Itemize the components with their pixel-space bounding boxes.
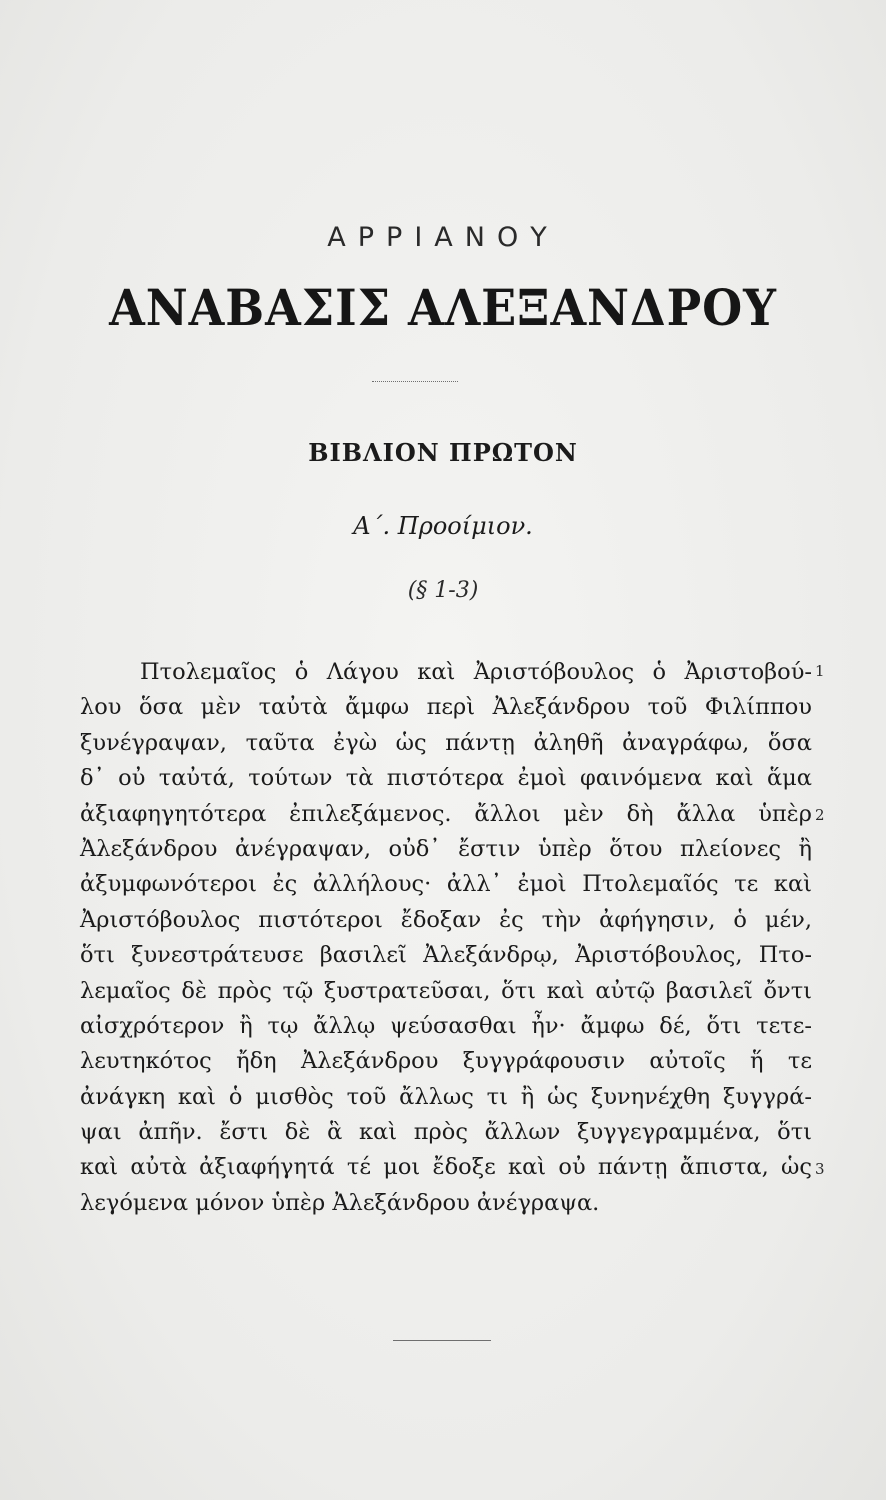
margin-number: 1 (815, 662, 825, 680)
text-line: Ἀλεξάνδρου ἀνέγραψαν, οὐδ᾽ ἔστιν ὑπὲρ ὅτου πλείονες ἢ (80, 835, 812, 862)
title-divider (372, 381, 458, 382)
text-line: ἀνάγκη καὶ ὁ μισθὸς τοῦ ἄλλως τι ἢ ὡς ξυνηνέχθη ξυγγρά- (80, 1083, 812, 1110)
author-heading: ΑΡΡΙΑΝΟΥ (327, 222, 559, 253)
text-line: λεμαῖος δὲ πρὸς τῷ ξυστρατεῦσαι, ὅτι καὶ αὐτῷ βασιλεῖ ὄντι (80, 977, 812, 1004)
text-line: δ᾽ οὐ ταὐτά, τούτων τὰ πιστότερα ἐμοὶ φαινόμενα καὶ ἅμα (80, 765, 812, 792)
text-line: λευτηκότος ἤδη Ἀλεξάνδρου ξυγγράφουσιν αὐτοῖς ἥ τε (80, 1048, 812, 1075)
work-title: ΑΝΑΒΑΣΙΣ ΑΛΕΞΑΝΔΡΟΥ (109, 278, 777, 337)
text-line: Πτολεμαῖος ὁ Λάγου καὶ Ἀριστόβουλος ὁ Ἀριστοβού- (140, 659, 812, 685)
text-line: αἰσχρότερον ἢ τῳ ἄλλῳ ψεύσασθαι ἦν· ἄμφω δέ, ὅτι τετε- (80, 1012, 812, 1039)
section-range: (§ 1-3) (407, 578, 479, 603)
book-title: ΒΙΒΛΙΟΝ ΠΡΩΤΟΝ (308, 438, 578, 467)
chapter-title: Α΄. Προοίμιον. (353, 512, 533, 540)
text-line: ὅτι ξυνεστράτευσε βασιλεῖ Ἀλεξάνδρῳ, Ἀριστόβουλος, Πτο- (80, 942, 812, 969)
body-text (80, 655, 812, 1221)
text-line: λου ὅσα μὲν ταὐτὰ ἄμφω περὶ Ἀλεξάνδρου τοῦ Φιλίππου (80, 694, 812, 721)
text-line: λεγόμενα μόνον ὑπὲρ Ἀλεξάνδρου ἀνέγραψα. (80, 1189, 600, 1216)
text-line: ξυνέγραψαν, ταῦτα ἐγὼ ὡς πάντῃ ἀληθῆ ἀναγράφω, ὅσα (80, 729, 812, 756)
text-line: ψαι ἀπῆν. ἔστι δὲ ἃ καὶ πρὸς ἄλλων ξυγγεγραμμένα, ὅτι (80, 1119, 812, 1146)
text-line: Ἀριστόβουλος πιστότεροι ἔδοξαν ἐς τὴν ἀφήγησιν, ὁ μέν, (80, 906, 812, 933)
margin-number: 3 (815, 1160, 825, 1178)
margin-number: 2 (815, 806, 825, 824)
end-divider (393, 1340, 491, 1341)
text-line: ἀξιαφηγητότερα ἐπιλεξάμενος. ἄλλοι μὲν δὴ ἄλλα ὑπὲρ (80, 800, 812, 827)
text-line: ἀξυμφωνότεροι ἐς ἀλλήλους· ἀλλ᾽ ἐμοὶ Πτολεμαῖός τε καὶ (80, 871, 812, 898)
text-line: καὶ αὐτὰ ἀξιαφήγητά τέ μοι ἔδοξε καὶ οὐ πάντῃ ἄπιστα, ὡς (80, 1154, 812, 1181)
